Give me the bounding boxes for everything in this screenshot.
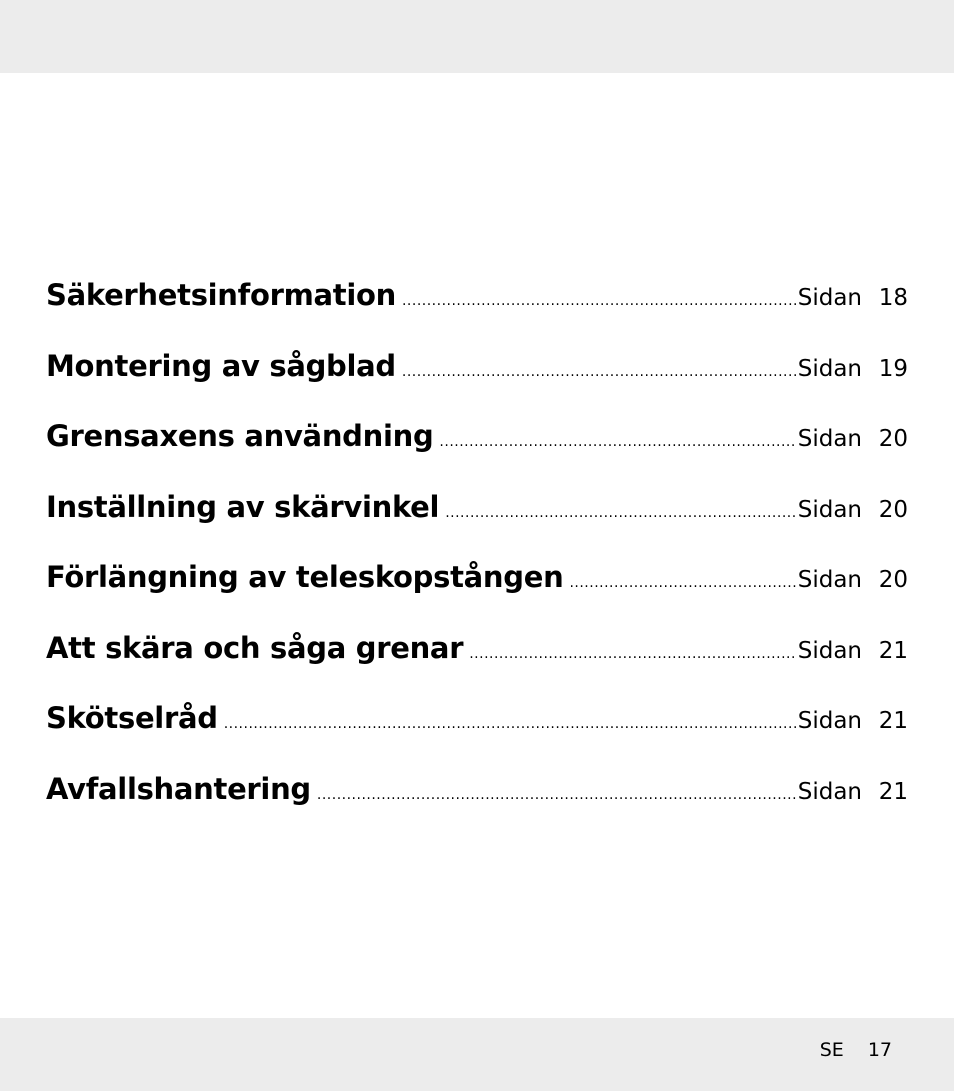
toc-entry-title: Inställning av skärvinkel <box>46 489 440 524</box>
dot-leader <box>224 716 796 732</box>
toc-entry-page-label: Sidan <box>797 708 862 734</box>
toc-entry-page-number: 20 <box>878 567 908 593</box>
dot-leader <box>317 787 796 803</box>
header-band <box>0 0 954 73</box>
toc-entry[interactable] <box>46 419 908 490</box>
toc-entry-title: Avfallshantering <box>46 771 311 806</box>
toc-entry-page-label: Sidan <box>797 355 862 382</box>
toc-entry-page-label: Sidan <box>797 285 862 311</box>
dot-leader <box>439 434 795 450</box>
toc-entry-page-number: 21 <box>878 708 908 734</box>
toc-entry[interactable] <box>46 772 908 843</box>
toc-entry[interactable] <box>46 701 908 772</box>
toc-entry-page-label: Sidan <box>797 778 862 805</box>
toc-entry-page-number: 20 <box>878 496 908 523</box>
toc-entry-page-number: 20 <box>878 426 908 452</box>
page-number: 17 <box>867 1039 892 1061</box>
toc-entry-title: Säkerhetsinformation <box>46 278 396 312</box>
page-footer <box>820 1039 892 1061</box>
toc-entry[interactable] <box>46 560 908 631</box>
toc-entry-page-number: 19 <box>878 355 908 382</box>
toc-entry-title: Grensaxens användning <box>46 419 434 453</box>
toc-entry-title: Skötselråd <box>46 701 218 735</box>
toc-entry-page-number: 21 <box>878 637 908 664</box>
dot-leader <box>569 575 795 591</box>
toc-entry[interactable] <box>46 490 908 561</box>
toc-entry[interactable] <box>46 278 908 349</box>
dot-leader <box>445 505 796 521</box>
toc-entry[interactable] <box>46 631 908 702</box>
toc-entry-page-number: 18 <box>878 285 908 311</box>
toc-entry-title: Montering av sågblad <box>46 348 396 383</box>
toc-entry-page-label: Sidan <box>797 496 862 523</box>
table-of-contents <box>46 278 908 842</box>
dot-leader <box>402 364 796 380</box>
toc-entry-page-number: 21 <box>878 778 908 805</box>
language-code: SE <box>819 1039 844 1061</box>
toc-entry-page-label: Sidan <box>797 637 862 664</box>
toc-entry-title: Förlängning av teleskopstången <box>46 560 564 594</box>
footer-band <box>0 1018 954 1091</box>
toc-entry-title: Att skära och såga grenar <box>46 630 464 665</box>
toc-entry-page-label: Sidan <box>797 567 862 593</box>
dot-leader <box>402 293 796 309</box>
toc-entry-page-label: Sidan <box>797 426 862 452</box>
toc-entry[interactable] <box>46 349 908 420</box>
dot-leader <box>469 646 796 662</box>
